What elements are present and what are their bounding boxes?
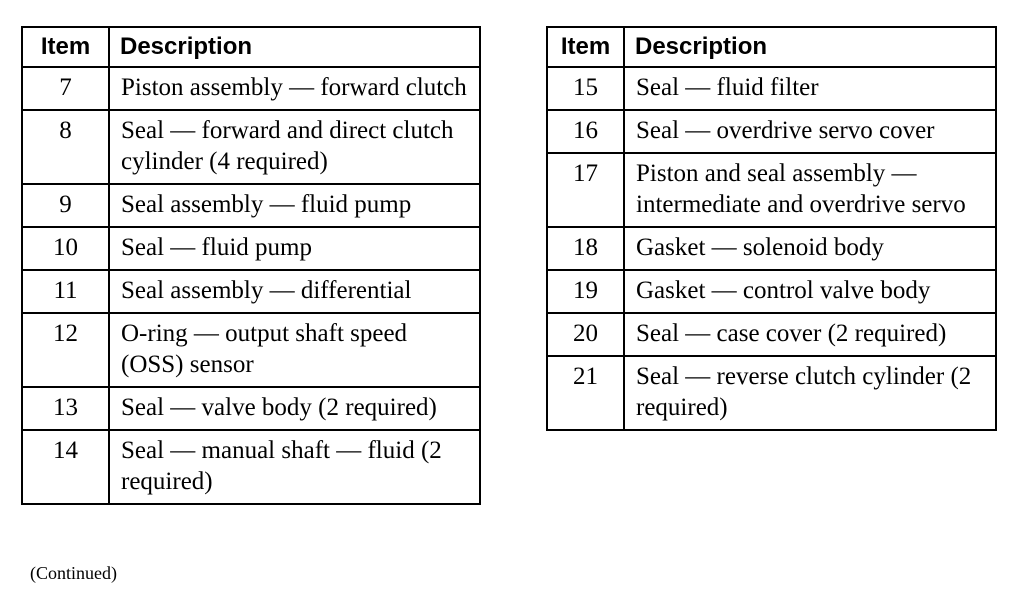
item-number: 9 (22, 184, 109, 227)
item-description: Seal — valve body (2 required) (109, 387, 480, 430)
item-number: 18 (547, 227, 624, 270)
item-description: Gasket — solenoid body (624, 227, 996, 270)
table-row (22, 110, 480, 184)
table-header-row (22, 27, 480, 67)
table-header-row (547, 27, 996, 67)
item-column-header: Item (22, 27, 109, 67)
table-row (547, 270, 996, 313)
description-column-header: Description (624, 27, 996, 67)
item-description: Seal — fluid pump (109, 227, 480, 270)
item-description: Seal — forward and direct clutch cylinder (4 required) (109, 110, 480, 184)
item-description: Seal — case cover (2 required) (624, 313, 996, 356)
parts-table-right (546, 26, 997, 431)
item-description: Piston assembly — forward clutch (109, 67, 480, 110)
item-description: Seal assembly — differential (109, 270, 480, 313)
item-number: 11 (22, 270, 109, 313)
table-row (22, 270, 480, 313)
table-row (22, 227, 480, 270)
item-number: 15 (547, 67, 624, 110)
item-description: Seal — reverse clutch cylinder (2 required) (624, 356, 996, 430)
item-number: 16 (547, 110, 624, 153)
item-description: Seal — manual shaft — fluid (2 required) (109, 430, 480, 504)
table-row (22, 67, 480, 110)
table-row (22, 387, 480, 430)
parts-table-left (21, 26, 481, 505)
item-description: Seal assembly — fluid pump (109, 184, 480, 227)
table-row (547, 313, 996, 356)
item-description: Piston and seal assembly — intermediate and overdrive servo (624, 153, 996, 227)
table-row (547, 110, 996, 153)
table-row (547, 227, 996, 270)
item-number: 13 (22, 387, 109, 430)
item-number: 14 (22, 430, 109, 504)
table-row (547, 153, 996, 227)
item-number: 10 (22, 227, 109, 270)
item-description: O-ring — output shaft speed (OSS) sensor (109, 313, 480, 387)
table-row (547, 356, 996, 430)
continued-note: (Continued) (30, 563, 117, 583)
table-row (22, 430, 480, 504)
item-number: 7 (22, 67, 109, 110)
item-number: 21 (547, 356, 624, 430)
item-column-header: Item (547, 27, 624, 67)
item-description: Seal — overdrive servo cover (624, 110, 996, 153)
item-description: Gasket — control valve body (624, 270, 996, 313)
table-row (22, 184, 480, 227)
item-description: Seal — fluid filter (624, 67, 996, 110)
table-row (547, 67, 996, 110)
item-number: 19 (547, 270, 624, 313)
item-number: 20 (547, 313, 624, 356)
item-number: 12 (22, 313, 109, 387)
item-number: 8 (22, 110, 109, 184)
item-number: 17 (547, 153, 624, 227)
description-column-header: Description (109, 27, 480, 67)
table-row (22, 313, 480, 387)
